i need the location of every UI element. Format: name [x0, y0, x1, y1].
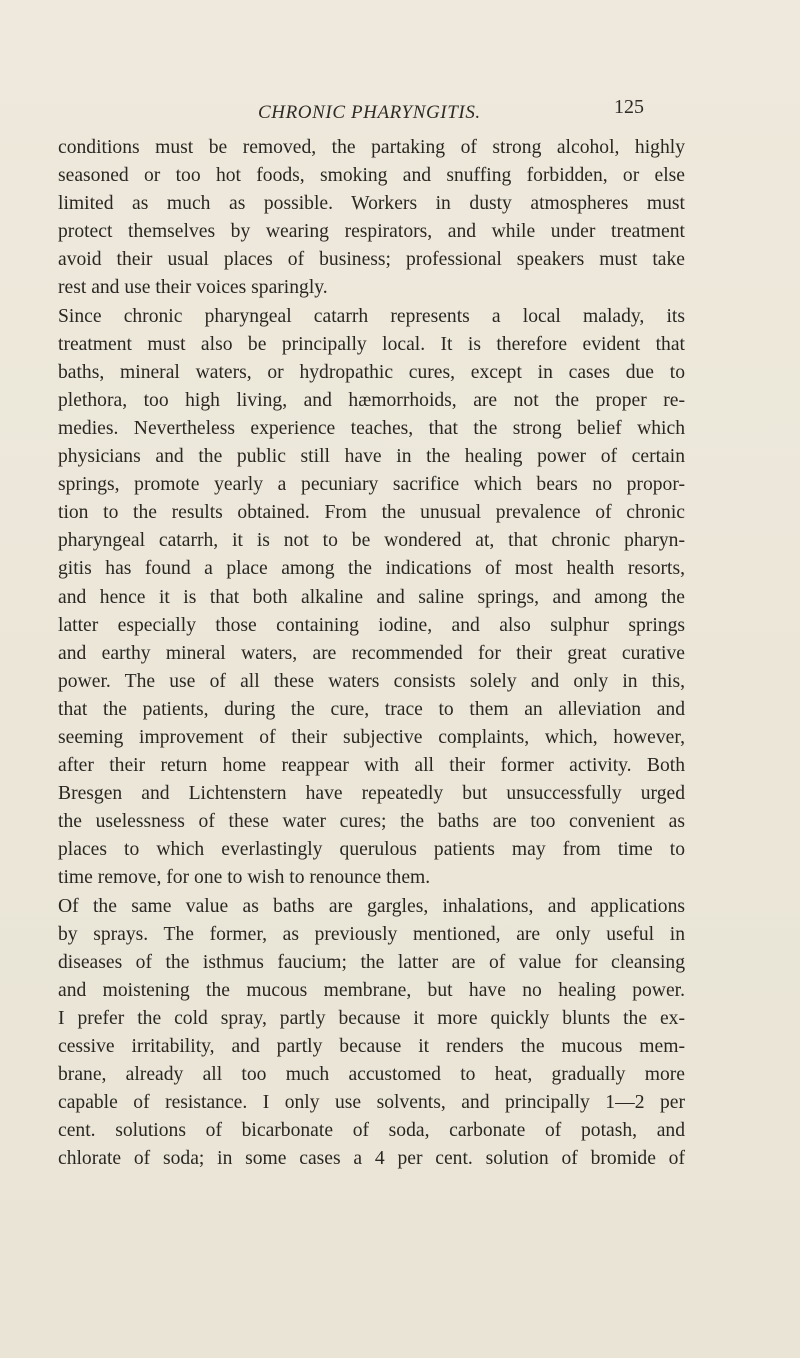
text-line: latter especially those containing iodine, and also sulphur springs	[58, 614, 685, 636]
text-line: capable of resistance. I only use solvents, and principally 1—2 per	[58, 1092, 685, 1114]
text-line: I prefer the cold spray, partly because it more quickly blunts the ex-	[58, 1007, 685, 1029]
running-title: CHRONIC PHARYNGITIS.	[258, 102, 481, 123]
text-line: after their return home reappear with all their former activity. Both	[58, 755, 685, 777]
text-line: diseases of the isthmus faucium; the latter are of value for cleansing	[58, 951, 685, 973]
text-line: medies. Nevertheless experience teaches, that the strong belief which	[58, 417, 685, 439]
text-line: protect themselves by wearing respirators, and while under treatment	[58, 221, 685, 243]
text-line: rest and use their voices sparingly.	[58, 277, 328, 299]
text-line: springs, promote yearly a pecuniary sacrifice which bears no propor-	[58, 474, 685, 496]
text-line: cent. solutions of bicarbonate of soda, carbonate of potash, and	[58, 1120, 685, 1142]
text-line: Bresgen and Lichtenstern have repeatedly but unsuccessfully urged	[58, 783, 685, 805]
text-line: seasoned or too hot foods, smoking and snuffing forbidden, or else	[58, 165, 685, 187]
text-line: the uselessness of these water cures; the baths are too convenient as	[58, 811, 685, 833]
text-line: gitis has found a place among the indications of most health resorts,	[58, 558, 685, 580]
text-line: baths, mineral waters, or hydropathic cures, except in cases due to	[58, 361, 685, 383]
text-line: pharyngeal catarrh, it is not to be wondered at, that chronic pharyn-	[58, 530, 685, 552]
text-line: by sprays. The former, as previously mentioned, are only useful in	[58, 923, 685, 945]
text-line: and hence it is that both alkaline and saline springs, and among the	[58, 586, 685, 608]
text-line: conditions must be removed, the partaking of strong alcohol, highly	[58, 137, 685, 158]
text-line: brane, already all too much accustomed to heat, gradually more	[58, 1064, 685, 1086]
text-line: treatment must also be principally local. It is therefore evident that	[58, 333, 685, 355]
page-number: 125	[614, 96, 644, 118]
body-text	[58, 134, 685, 1173]
text-line: chlorate of soda; in some cases a 4 per cent. solution of bromide of	[58, 1148, 685, 1170]
text-line: time remove, for one to wish to renounce them.	[58, 867, 431, 889]
text-line: and moistening the mucous membrane, but have no healing power.	[58, 979, 685, 1001]
text-line: seeming improvement of their subjective complaints, which, however,	[58, 726, 685, 748]
text-line: limited as much as possible. Workers in dusty atmospheres must	[58, 193, 685, 215]
text-line: that the patients, during the cure, trace to them an alleviation and	[58, 698, 685, 720]
text-line: places to which everlastingly querulous patients may from time to	[58, 839, 685, 861]
text-line: cessive irritability, and partly because it renders the mucous mem-	[58, 1036, 685, 1057]
text-line: Since chronic pharyngeal catarrh represents a local malady, its	[58, 305, 685, 327]
text-line: tion to the results obtained. From the unusual prevalence of chronic	[58, 502, 685, 524]
text-line: and earthy mineral waters, are recommended for their great curative	[58, 642, 685, 664]
text-line: plethora, too high living, and hæmorrhoids, are not the proper re-	[58, 389, 685, 411]
text-line: avoid their usual places of business; professional speakers must take	[58, 249, 685, 271]
text-line: Of the same value as baths are gargles, inhalations, and applications	[58, 895, 685, 917]
running-head	[0, 96, 800, 130]
text-line: physicians and the public still have in the healing power of certain	[58, 446, 685, 468]
text-line: power. The use of all these waters consists solely and only in this,	[58, 670, 685, 692]
